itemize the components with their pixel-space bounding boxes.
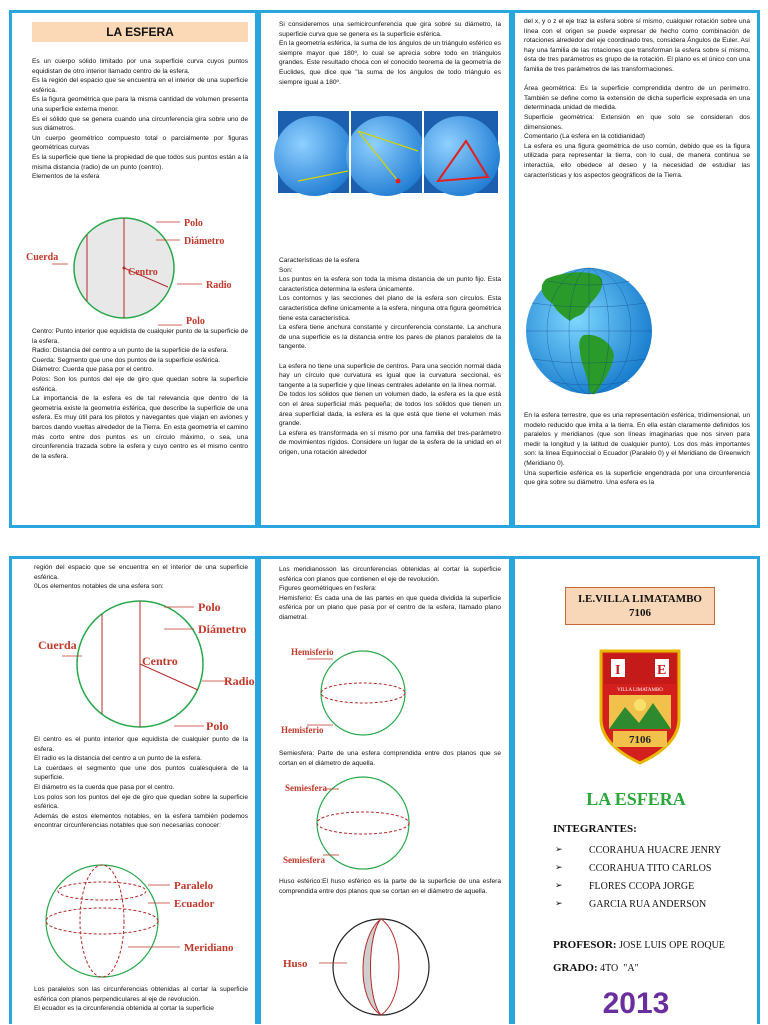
paragraph: Son: [279, 266, 293, 274]
list-item [555, 895, 755, 913]
parallels-text [34, 985, 248, 1014]
triangle-vertex-2 [396, 179, 401, 184]
paragraph [524, 75, 750, 85]
rotation-text [524, 17, 750, 180]
paragraph: Además de estos elementos notables, en la esfera también podemos encontrar circunferencias notables que son necesarias conocer: [34, 812, 248, 830]
paragraph: En la esfera terrestre, que es una representación esférica, tridimensional, un modelo reducido que imita a la tierra. En ella están claramente definidos los paralelos y meridianos (que son líneas imaginarias que nos sirven para medir la longitud y la latitud de cualquier punto). Los dos más importantes son: la línea Equinoccial o Ecuador (Paralelo 0) y el Meridiano de Greenwich (Meridiano 0). [524, 412, 750, 467]
integrantes-label: INTEGRANTES: [553, 823, 637, 835]
paragraph: El centro es el punto interior que equidista de cualquier punto de la esfera. [34, 736, 248, 753]
profesor-name: JOSE LUIS OPE ROQUE [619, 940, 725, 951]
paragraph: El ecuador es la circunferencia obtenida al cortar la superficie [34, 1005, 214, 1013]
paragraph: En la geometría esférica, la suma de los ángulos de un triángulo esférico es siempre mayor que 180º, lo cual se aprecia sobre todo en triángulos grandes. Este resultado choca con el conocido teorema de la geometría de Euclides, que dice que "la suma de los ángulos de todo triángulo es siempre igual a 180º. [279, 40, 501, 86]
label-polo-bottom: Polo [206, 719, 229, 733]
globe-image [524, 251, 654, 411]
paragraph: Huso esférico:El huso esférico es la parte de la superficie de una esfera comprendida entre dos planos que se cortan en el diámetro de aquella. [279, 878, 501, 895]
region-text [34, 563, 248, 592]
paragraph: Comentario (La esfera en la cotidianidad) [524, 133, 645, 141]
member-name: CCORAHUA TITO CARLOS [589, 862, 712, 874]
paragraph: Elementos de la esfera [32, 173, 100, 181]
label-diametro: Diámetro [184, 236, 225, 247]
label-centro: Centro [128, 267, 158, 278]
paragraph: Una superficie esférica es la superficie engendrada por una circunferencia que gira sobre su diámetro. Una esfera es la [524, 469, 750, 487]
paragraph: del x, y o z el eje traz la esfera sobre sí mismo, cualquier rotación sobre una línea con el origen se puede expresar de hecho como combinación de rotaciones alrededor del eje coordinado tres, considera Ángulos de Euler. Así hay una familia de las rotaciones que transforman la esfera sobre sí mismo, ésta de tres parámetros es grupo de la rotación. El plano es el único con una familia de tres parámetros de las transformaciones. [524, 18, 750, 73]
grado-label: GRADO: [553, 962, 598, 974]
label-cuerda: Cuerda [38, 638, 77, 652]
paragraph: Es la figura geométrica que para la misma cantidad de volumen presenta una superficie externa menor. [32, 96, 248, 113]
paragraph: El radio es la distancia del centro a un punto de la esfera. [34, 755, 202, 763]
intro-text [32, 57, 248, 182]
paragraph: Es el sólido que se genera cuando una circunferencia gira sobre uno de sus diámetros. [32, 115, 248, 133]
paragraph: Es la superficie que tiene la propiedad de que todos sus puntos están a la misma distancia (radio) de un punto (centro). [32, 153, 248, 171]
label-paralelo: Paralelo [174, 880, 214, 892]
member-name: CCORAHUA HUACRE JENRY [589, 844, 722, 856]
profesor-label: PROFESOR: [553, 939, 617, 951]
bullet-icon: ➢ [555, 881, 563, 891]
notable-elements-text [34, 735, 248, 831]
huso-text [279, 877, 501, 896]
paragraph: Características de la esfera [279, 257, 360, 264]
list-item [555, 841, 755, 859]
sun-shape [634, 699, 646, 711]
list-item [555, 877, 755, 895]
paragraph: Los contornos y las secciones del plano de la esfera son círculos. Esta característica define únicamente a la esfera, ninguna otra figura geométrica tiene esta característica. [279, 295, 501, 322]
member-name: FLORES CCOPA JORGE [589, 880, 695, 892]
paragraph [279, 352, 501, 362]
bullet-icon: ➢ [555, 863, 563, 873]
paragraph: La esfera no tiene una superficie de centros. Para una sección normal dada hay un círculo que curvatura es igual que la curvatura seccional, es tangente a la superficie y que líneas centrales adelante en la línea normal. [279, 362, 501, 389]
grado-row [553, 962, 639, 974]
label-radio: Radio [206, 280, 232, 291]
panel-4 [9, 556, 258, 1024]
logo-name: VILLA LIMATAMBO [617, 688, 663, 693]
sphere-outline [333, 919, 429, 1015]
paragraph: Hemisferio: Es cada una de las partes en que queda dividida la superficie esférica por un plano que pasa por el centro de la esfera, llamado plano diametral. [279, 594, 501, 621]
school-box [565, 587, 715, 625]
panel-1 [9, 10, 258, 528]
paragraph: Los paralelos son las circunferencias obtenidas al cortar la superficie esférica con planos perpendiculares al eje de revolución. [34, 986, 248, 1003]
elements-text [32, 327, 248, 461]
profesor-row [553, 939, 725, 951]
paragraph: Centro: Punto interior que equidista de cualquier punto de la superficie de la esfera. [32, 328, 248, 345]
label-diametro: Diámetro [198, 622, 247, 636]
sphere-outline [46, 865, 158, 977]
paragraph: La importancia de la esfera es de tal relevancia que dentro de la geometría existe la geometría esférica, que describe la superficie de una esfera. Es muy útil para los pilotos y navegantes que viajan en aviones y barcos dando vueltas alrededor de la Tierra. En esta geometría el camino más corto entre dos puntos es un círculo máximo, o sea, una circunferencia trazada sobre la esfera y cuyo centro es el mismo centro de la esfera. [32, 395, 248, 460]
label-polo-top: Polo [198, 600, 221, 614]
center-dot [123, 267, 126, 270]
sphere-elements-diagram-2 [34, 595, 256, 733]
paragraph: La esfera es una figura geométrica de uso común, debido que es la figura utilizada para representar la tierra, con lo cual, de manera continua se interactúa, ello obedece al deseo y la necesidad de estudiar las características y los aspectos geográficos de la Tierra. [524, 142, 750, 179]
paragraph: La esfera es transformada en sí mismo por una familia del tres-parámetro de movimientos rígidos. Considere un lugar de la esfera de la unidad en el origen, una rotación alrededor [279, 429, 501, 456]
label-cuerda: Cuerda [26, 252, 59, 263]
page-title: LA ESFERA [106, 25, 174, 39]
paragraph: Semiesfera: Parte de una esfera comprendida entre dos planos que se cortan en el diámetro de aquella. [279, 750, 501, 767]
label-radio: Radio [224, 674, 255, 688]
paragraph: Los meridianosson las circunferencias obtenidas al cortar la superficie esférica con planos que contienen el eje de revolución. [279, 566, 501, 583]
paragraph: Figures geométriques en l'esfera: [279, 585, 377, 593]
cover-title: LA ESFERA [586, 789, 686, 809]
sphere-3 [420, 116, 500, 196]
panel-3 [512, 10, 760, 528]
school-number: 7106 [629, 607, 651, 619]
bullet-icon: ➢ [555, 845, 563, 855]
paragraph: La esfera tiene anchura constante y circunferencia constante. La anchura de una superficie es la distancia entre los pares de planos paralelos de la tangente. [279, 324, 501, 351]
paragraph: Es un cuerpo sólido limitado por una superficie curva cuyos puntos equidistan de otro interior llamado centro de la esfera. [32, 58, 248, 75]
label-meridiano: Meridiano [184, 942, 234, 954]
school-logo [595, 645, 685, 765]
geometry-text [279, 20, 501, 87]
label-centro: Centro [142, 654, 178, 668]
paragraph: 0Los elementos notables de una esfera son: [34, 583, 164, 591]
logo-number: 7106 [629, 734, 651, 746]
logo-letter-i: I [615, 663, 621, 678]
paragraph: Es la región del espacio que se encuentra en el interior de una superficie esférica. [32, 77, 248, 94]
label-hemisferio-bottom: Hemisferio [281, 725, 324, 735]
semiesfera-text [279, 749, 501, 768]
paragraph: Los polos son los puntos del eje de giro que quedan sobre la superficie esférica. [34, 793, 248, 811]
paragraph: Si consideremos una semicircunferencia que gira sobre su diámetro, la superficie curva que se genera es la superficie esférica. [279, 21, 501, 38]
paragraph: El diámetro es la cuerda que pasa por el centro. [34, 783, 175, 791]
panel-cover [512, 556, 760, 1024]
label-semiesfera-top: Semiesfera [285, 783, 327, 793]
page-title-box [32, 22, 248, 42]
paragraph: región del espacio que se encuentra en el interior de una superficie esférica. [34, 564, 248, 581]
semiesfera-diagram [277, 773, 447, 873]
logo-letter-e: E [657, 663, 667, 678]
member-name: GARCIA RUA ANDERSON [589, 898, 707, 910]
terrestrial-text [524, 411, 750, 488]
label-hemisferio-top: Hemisferio [291, 647, 334, 657]
paragraph: Radio: Distancia del centro a un punto de la superficie de la esfera. [32, 347, 229, 355]
paragraph: Diámetro: Cuerda que pasa por el centro. [32, 366, 154, 374]
paragraph: Cuerda: Segmento que une dos puntos de la superficie esférica. [32, 356, 221, 364]
paragraph: Superficie geométrica: Extensión en que solo se consideran dos dimensiones. [524, 113, 750, 131]
list-item [555, 859, 755, 877]
sphere-1 [274, 116, 354, 196]
meridians-text [279, 565, 501, 623]
paragraph: Polos: Son los puntos del eje de giro que quedan sobre la superficie esférica. [32, 375, 248, 393]
label-ecuador: Ecuador [174, 898, 215, 910]
year: 2013 [602, 987, 670, 1020]
paragraph: Un cuerpo geométrico compuesto total o parcialmente por figuras geométricas curvas [32, 134, 248, 152]
grado-value: 4TO "A" [600, 963, 639, 974]
label-polo-bottom: Polo [186, 316, 205, 327]
label-polo-top: Polo [184, 218, 203, 229]
notable-circles-diagram [30, 861, 260, 981]
paragraph: De todos los sólidos que tienen un volumen dado, la esfera es la que está con el área superficial más pequeña; de todos los sólidos que tienen un área superficial dada, la esfera es la que está que tiene el volumen más grande. [279, 391, 501, 428]
panel-5 [258, 556, 512, 1024]
paragraph: Los puntos en la esfera son toda la misma distancia de un punto fijo. Esta característica determina la esfera únicamente. [279, 276, 501, 293]
hemisphere-diagram [277, 645, 447, 741]
label-semiesfera-bottom: Semiesfera [283, 855, 325, 865]
sphere-2 [346, 116, 426, 196]
members-list [555, 841, 755, 913]
school-name: I.E.VILLA LIMATAMBO [578, 593, 702, 605]
label-huso: Huso [283, 958, 308, 970]
spherical-triangles-image [278, 111, 498, 193]
panel-2 [258, 10, 512, 528]
huso-diagram [277, 915, 447, 1025]
bullet-icon: ➢ [555, 899, 563, 909]
sphere-elements-diagram [26, 208, 257, 327]
paragraph: Área geométrica: Es la superficie comprendida dentro de un perímetro. También se define como la extensión de dicha superficie expresada en una determinada unidad de medida. [524, 85, 750, 112]
characteristics-text [279, 256, 501, 457]
sphere-outline [321, 651, 405, 735]
paragraph: La cuerdaes el segmento que une dos puntos cualesquiera de la superficie. [34, 764, 248, 782]
